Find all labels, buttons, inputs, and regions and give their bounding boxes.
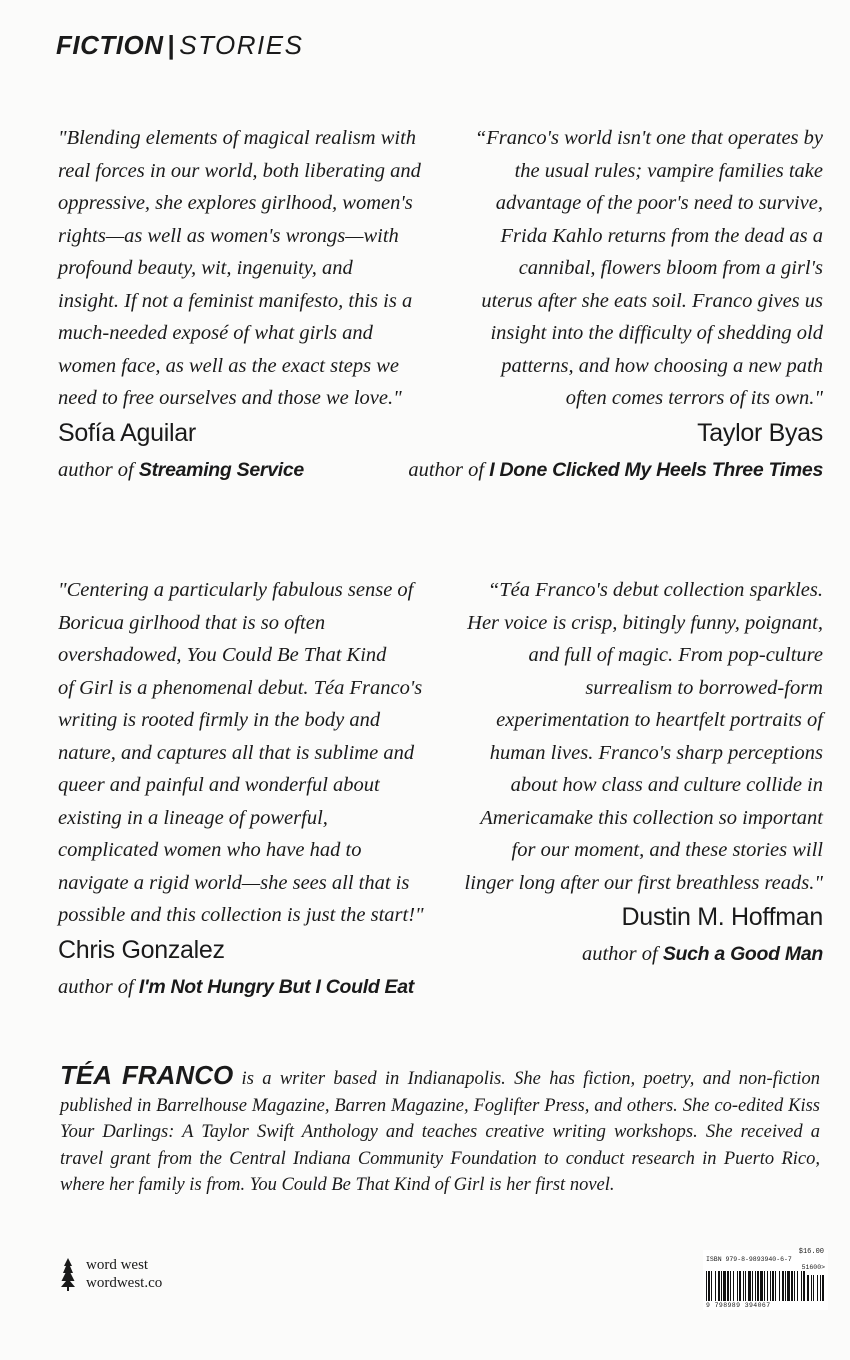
- barcode-price: $16.00: [798, 1248, 824, 1256]
- barcode-bar: [727, 1271, 729, 1301]
- barcode-bar: [760, 1271, 763, 1301]
- author-bio: [60, 1062, 820, 1199]
- barcode-addon-bar: [807, 1275, 809, 1301]
- tree-icon: [60, 1256, 76, 1292]
- barcode-bar: [755, 1271, 756, 1301]
- barcode-bar: [708, 1271, 710, 1301]
- barcode-bar: [748, 1271, 751, 1301]
- barcode-bar: [803, 1271, 805, 1301]
- credit-book-title: Such a Good Man: [662, 943, 823, 965]
- barcode-addon-bar: [817, 1275, 818, 1301]
- barcode-bar: [715, 1271, 716, 1301]
- barcode-bar: [711, 1271, 712, 1301]
- barcode-bar: [739, 1271, 741, 1301]
- blurb-credit: [58, 970, 443, 1004]
- barcode-bar: [733, 1271, 734, 1301]
- barcode-bar: [779, 1271, 780, 1301]
- publisher-url: wordwest.co: [86, 1275, 163, 1291]
- barcode-bar: [770, 1271, 771, 1301]
- barcode-bar: [785, 1271, 786, 1301]
- barcode-isbn: ISBN 979-8-9893940-6-7: [706, 1256, 792, 1263]
- barcode-bar: [757, 1271, 759, 1301]
- barcode-bar: [718, 1271, 720, 1301]
- blurb-hoffman: [438, 574, 823, 971]
- blurb-credit: [438, 937, 823, 971]
- barcode-bar: [706, 1271, 707, 1301]
- credit-prefix: author of: [58, 975, 134, 998]
- barcode-bar: [787, 1271, 790, 1301]
- barcode-bar: [797, 1271, 798, 1301]
- credit-book-title: Streaming Service: [138, 458, 304, 481]
- genre-fiction: FICTION: [56, 30, 164, 60]
- barcode-bar: [721, 1271, 722, 1301]
- barcode-bar: [764, 1271, 765, 1301]
- barcode-bar: [791, 1271, 793, 1301]
- blurb-quote: "Centering a particularly fabulous sense of Boricua girlhood that is so often overshadowed, You Could Be That Kind of Girl is a phenomenal debut. Téa Franco's writing is rooted firmly in the body and nature, and captures all that is sublime and queer and painful and wonderful about existing in a lineage of powerful, complicated women who have had to navigate a rigid world—she sees all that is possible and this collection is just the start!": [58, 579, 424, 926]
- bio-text: is a writer based in Indianapolis. She has fiction, poetry, and non-fiction published in Barrelhouse Magazine, Barren Magazine, Foglifter Press, and others. She co-edited Kiss Your Darlings: A Taylor Swift Anthology and teaches creative writing workshops. She received a travel grant from the Central Indiana Community Foundation to conduct research in Puerto Rico, where her family is from. You Could Be That Kind of Girl is her first novel.: [60, 1069, 820, 1195]
- barcode-bar: [782, 1271, 784, 1301]
- blurb-gonzalez: [58, 574, 443, 1004]
- blurb-quote: "Blending elements of magical realism with real forces in our world, both liberating and oppressive, she explores girlhood, women's rights—as well as women's wrongs—with profound beauty, wit, ingenuity, and insight. If not a feminist manifesto, this is a much-needed exposé of what girls and women face, as well as the exact steps we need to free ourselves and those we love.": [58, 127, 421, 409]
- blurb-credit: [403, 453, 823, 487]
- credit-book-title: I'm Not Hungry But I Could Eat: [138, 975, 414, 998]
- genre-stories: STORIES: [179, 30, 304, 60]
- blurb-quote: “Téa Franco's debut collection sparkles. Her voice is crisp, bitingly funny, poignant, and full of magic. From pop-culture surrealism to borrowed-form experimentation to heartfelt portraits of human lives. Franco's sharp perceptions about how class and culture collide in Americamake this collection so important for our moment, and these stories will linger long after our first breathless reads.": [464, 579, 823, 894]
- credit-prefix: author of: [581, 943, 658, 965]
- blurb-byas: [403, 122, 823, 487]
- barcode-bar: [801, 1271, 802, 1301]
- barcode-bar: [775, 1271, 776, 1301]
- barcode-bar: [743, 1271, 744, 1301]
- barcode-bar: [794, 1271, 795, 1301]
- credit-prefix: author of: [58, 458, 134, 481]
- barcode-addon-bar: [822, 1275, 824, 1301]
- barcode-digits: 9 798989 394067: [706, 1302, 771, 1309]
- barcode-bar: [752, 1271, 753, 1301]
- barcode-bars: [706, 1271, 825, 1301]
- blurb-author-name: Dustin M. Hoffman: [621, 903, 823, 931]
- isbn-barcode: [703, 1250, 828, 1310]
- barcode-addon-bar: [811, 1275, 812, 1301]
- bio-author-name: TÉA FRANCO: [60, 1060, 234, 1090]
- genre-separator: |: [167, 30, 176, 60]
- barcode-bar: [737, 1271, 738, 1301]
- blurb-aguilar: [58, 122, 443, 487]
- barcode-bar: [723, 1271, 726, 1301]
- barcode-addon-bar: [813, 1275, 814, 1301]
- publisher-name: word west: [86, 1257, 149, 1273]
- blurb-author-name: Taylor Byas: [697, 418, 823, 447]
- genre-label: [56, 30, 303, 61]
- credit-prefix: author of: [408, 458, 485, 481]
- barcode-bar: [730, 1271, 731, 1301]
- blurb-credit: [58, 453, 443, 487]
- publisher-block: [60, 1256, 162, 1292]
- blurb-author-name: Sofía Aguilar: [58, 418, 196, 447]
- blurb-author-name: Chris Gonzalez: [58, 935, 225, 964]
- barcode-bar: [745, 1271, 746, 1301]
- barcode-bar: [772, 1271, 774, 1301]
- barcode-addon-bar: [820, 1275, 821, 1301]
- barcode-addon: 51600>: [801, 1264, 825, 1271]
- credit-book-title: I Done Clicked My Heels Three Times: [489, 458, 823, 481]
- publisher-text: [86, 1256, 162, 1292]
- blurb-quote: “Franco's world isn't one that operates by the usual rules; vampire families take advantage of the poor's need to survive, Frida Kahlo returns from the dead as a cannibal, flowers bloom from a girl's uterus after she eats soil. Franco gives us insight into the difficulty of shedding old patterns, and how choosing a new path often comes terrors of its own.": [474, 127, 823, 409]
- barcode-bar: [767, 1271, 768, 1301]
